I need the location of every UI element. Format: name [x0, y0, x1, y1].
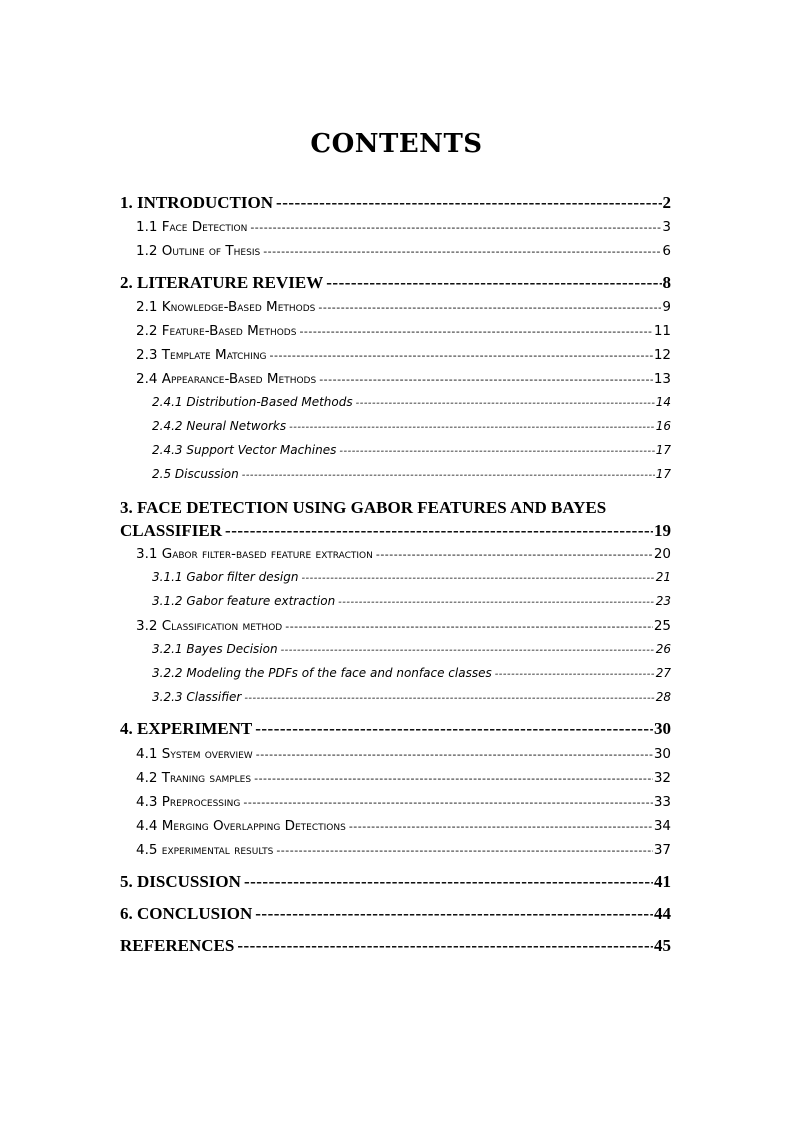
- toc-page-number: 25: [653, 618, 671, 634]
- toc-page-number: 8: [662, 273, 671, 292]
- leader-dots: [376, 544, 653, 566]
- toc-entry-gabor-feature-extraction[interactable]: [152, 591, 671, 612]
- toc-entry-template-matching[interactable]: [136, 344, 671, 366]
- toc-entry-discussion[interactable]: [120, 870, 671, 894]
- leader-dots: [242, 465, 655, 486]
- toc-label: 4.3 Preprocessing: [136, 794, 241, 810]
- leader-dots: [339, 441, 654, 462]
- leader-dots: [250, 217, 661, 239]
- leader-dots: [276, 840, 653, 862]
- toc-page-number: 27: [655, 666, 671, 680]
- toc-entry-outline-of-thesis[interactable]: [136, 240, 671, 262]
- toc-page-number: 37: [653, 842, 671, 858]
- toc-entry-introduction[interactable]: [120, 191, 671, 215]
- toc-page-number: 32: [653, 770, 671, 786]
- toc-page-number: 17: [655, 467, 671, 481]
- toc-label: CLASSIFIER: [120, 521, 223, 540]
- toc-entry-experiment[interactable]: [120, 717, 671, 741]
- toc-entry-references[interactable]: [120, 934, 671, 958]
- toc-page-number: 6: [662, 243, 671, 259]
- toc-entry-modeling-pdfs[interactable]: [152, 663, 671, 684]
- toc-label: 3.2.1 Bayes Decision: [152, 642, 278, 656]
- leader-dots: [243, 792, 652, 814]
- toc-label: 5. DISCUSSION: [120, 872, 241, 891]
- leader-dots: [281, 640, 655, 661]
- toc-page-number: 28: [655, 690, 671, 704]
- leader-dots: [319, 369, 653, 391]
- toc-entry-literature-review[interactable]: [120, 271, 671, 295]
- toc-page-number: 9: [662, 299, 671, 315]
- toc-label: 2.4 Appearance-Based Methods: [136, 371, 317, 387]
- toc-label: 4. EXPERIMENT: [120, 719, 253, 738]
- toc-label: 2.3 Template Matching: [136, 347, 267, 363]
- toc-entry-preprocessing[interactable]: [136, 791, 671, 813]
- toc-entry-gabor-filter-design[interactable]: [152, 567, 671, 588]
- toc-entry-face-detection[interactable]: [136, 216, 671, 238]
- toc-page-number: 3: [662, 219, 671, 235]
- leader-dots: [349, 816, 653, 838]
- leader-dots: [244, 870, 653, 894]
- toc-page-number: 30: [653, 746, 671, 762]
- toc-page-number: 45: [654, 936, 671, 955]
- toc-entry-discussion-2-5[interactable]: [152, 464, 671, 485]
- toc-entry-training-samples[interactable]: [136, 767, 671, 789]
- toc-entry-conclusion[interactable]: [120, 902, 671, 926]
- toc-label: 4.5 experimental results: [136, 842, 274, 858]
- toc-label: 1. INTRODUCTION: [120, 193, 274, 212]
- toc-page-number: 17: [655, 443, 671, 457]
- leader-dots: [263, 241, 661, 263]
- leader-dots: [255, 902, 653, 926]
- toc-page-number: 12: [653, 347, 671, 363]
- toc-label: REFERENCES: [120, 936, 235, 955]
- toc-page-number: 41: [654, 872, 671, 891]
- leader-dots: [256, 744, 653, 766]
- toc-page-number: 13: [653, 371, 671, 387]
- toc-label: 3.2 Classification method: [136, 618, 283, 634]
- toc-page-number: 2: [662, 193, 671, 212]
- toc-page-number: 26: [655, 642, 671, 656]
- toc-page-number: 21: [655, 570, 671, 584]
- toc-label: 4.2 Traning samples: [136, 770, 252, 786]
- leader-dots: [285, 616, 653, 638]
- leader-dots: [495, 664, 655, 685]
- leader-dots: [301, 568, 654, 589]
- leader-dots: [255, 717, 653, 741]
- page-title: CONTENTS: [310, 129, 483, 159]
- toc-label: 3.2.3 Classifier: [152, 690, 242, 704]
- toc-page-number: 20: [653, 546, 671, 562]
- toc-label: 2.4.2 Neural Networks: [152, 419, 287, 433]
- toc-label: 2.5 Discussion: [152, 467, 239, 481]
- toc-entry-neural-networks[interactable]: [152, 416, 671, 437]
- toc-label: 4.4 Merging Overlapping Detections: [136, 818, 346, 834]
- toc-label: 1.2 Outline of Thesis: [136, 243, 261, 259]
- toc-label: 3.2.2 Modeling the PDFs of the face and nonface classes: [152, 666, 492, 680]
- toc-label: 3.1 Gabor filter-based feature extraction: [136, 546, 373, 562]
- toc-page-number: 14: [655, 395, 671, 409]
- toc-page-number: 11: [653, 323, 671, 339]
- leader-dots: [244, 688, 654, 709]
- toc-entry-distribution-based[interactable]: [152, 392, 671, 413]
- toc-entry-support-vector-machines[interactable]: [152, 440, 671, 461]
- toc-entry-knowledge-based[interactable]: [136, 296, 671, 318]
- leader-dots: [299, 321, 652, 343]
- toc-label: 2.2 Feature-Based Methods: [136, 323, 297, 339]
- leader-dots: [237, 934, 653, 958]
- toc-page-number: 16: [655, 419, 671, 433]
- toc-entry-experimental-results[interactable]: [136, 839, 671, 861]
- toc-label: 4.1 System overview: [136, 746, 253, 762]
- toc-label: 2.1 Knowledge-Based Methods: [136, 299, 316, 315]
- toc-entry-merging-overlapping[interactable]: [136, 815, 671, 837]
- toc-page-number: 19: [654, 521, 671, 540]
- toc-entry-gabor-feature-extraction-section[interactable]: [136, 543, 671, 565]
- toc-page-number: 23: [655, 594, 671, 608]
- toc-entry-system-overview[interactable]: [136, 743, 671, 765]
- toc-label: 6. CONCLUSION: [120, 904, 253, 923]
- leader-dots: [270, 345, 653, 367]
- toc-label: 2.4.3 Support Vector Machines: [152, 443, 337, 457]
- leader-dots: [326, 271, 661, 295]
- toc-label: 2.4.1 Distribution-Based Methods: [152, 395, 353, 409]
- leader-dots: [356, 393, 655, 414]
- leader-dots: [225, 519, 653, 543]
- toc-page-number: 34: [653, 818, 671, 834]
- toc-entry-classifier[interactable]: [152, 687, 671, 708]
- toc-entry-appearance-based[interactable]: [136, 368, 671, 390]
- leader-dots: [254, 768, 653, 790]
- toc-page-number: 33: [653, 794, 671, 810]
- toc-entry-classification-method[interactable]: [136, 615, 671, 637]
- toc-page-number: 44: [654, 904, 671, 923]
- leader-dots: [318, 297, 661, 319]
- leader-dots: [338, 592, 655, 613]
- toc-page-number: 30: [654, 719, 671, 738]
- toc-chapter3-heading-line1[interactable]: 3. FACE DETECTION USING GABOR FEATURES AND BAYES: [120, 498, 607, 517]
- toc-label: 1.1 Face Detection: [136, 219, 248, 235]
- toc-label: 2. LITERATURE REVIEW: [120, 273, 324, 292]
- leader-dots: [276, 191, 661, 215]
- toc-label: 3.1.2 Gabor feature extraction: [152, 594, 336, 608]
- toc-entry-feature-based[interactable]: [136, 320, 671, 342]
- toc-label: 3.1.1 Gabor filter design: [152, 570, 299, 584]
- toc-entry-face-detection-gabor[interactable]: [120, 519, 671, 543]
- toc-entry-bayes-decision[interactable]: [152, 639, 671, 660]
- leader-dots: [289, 417, 655, 438]
